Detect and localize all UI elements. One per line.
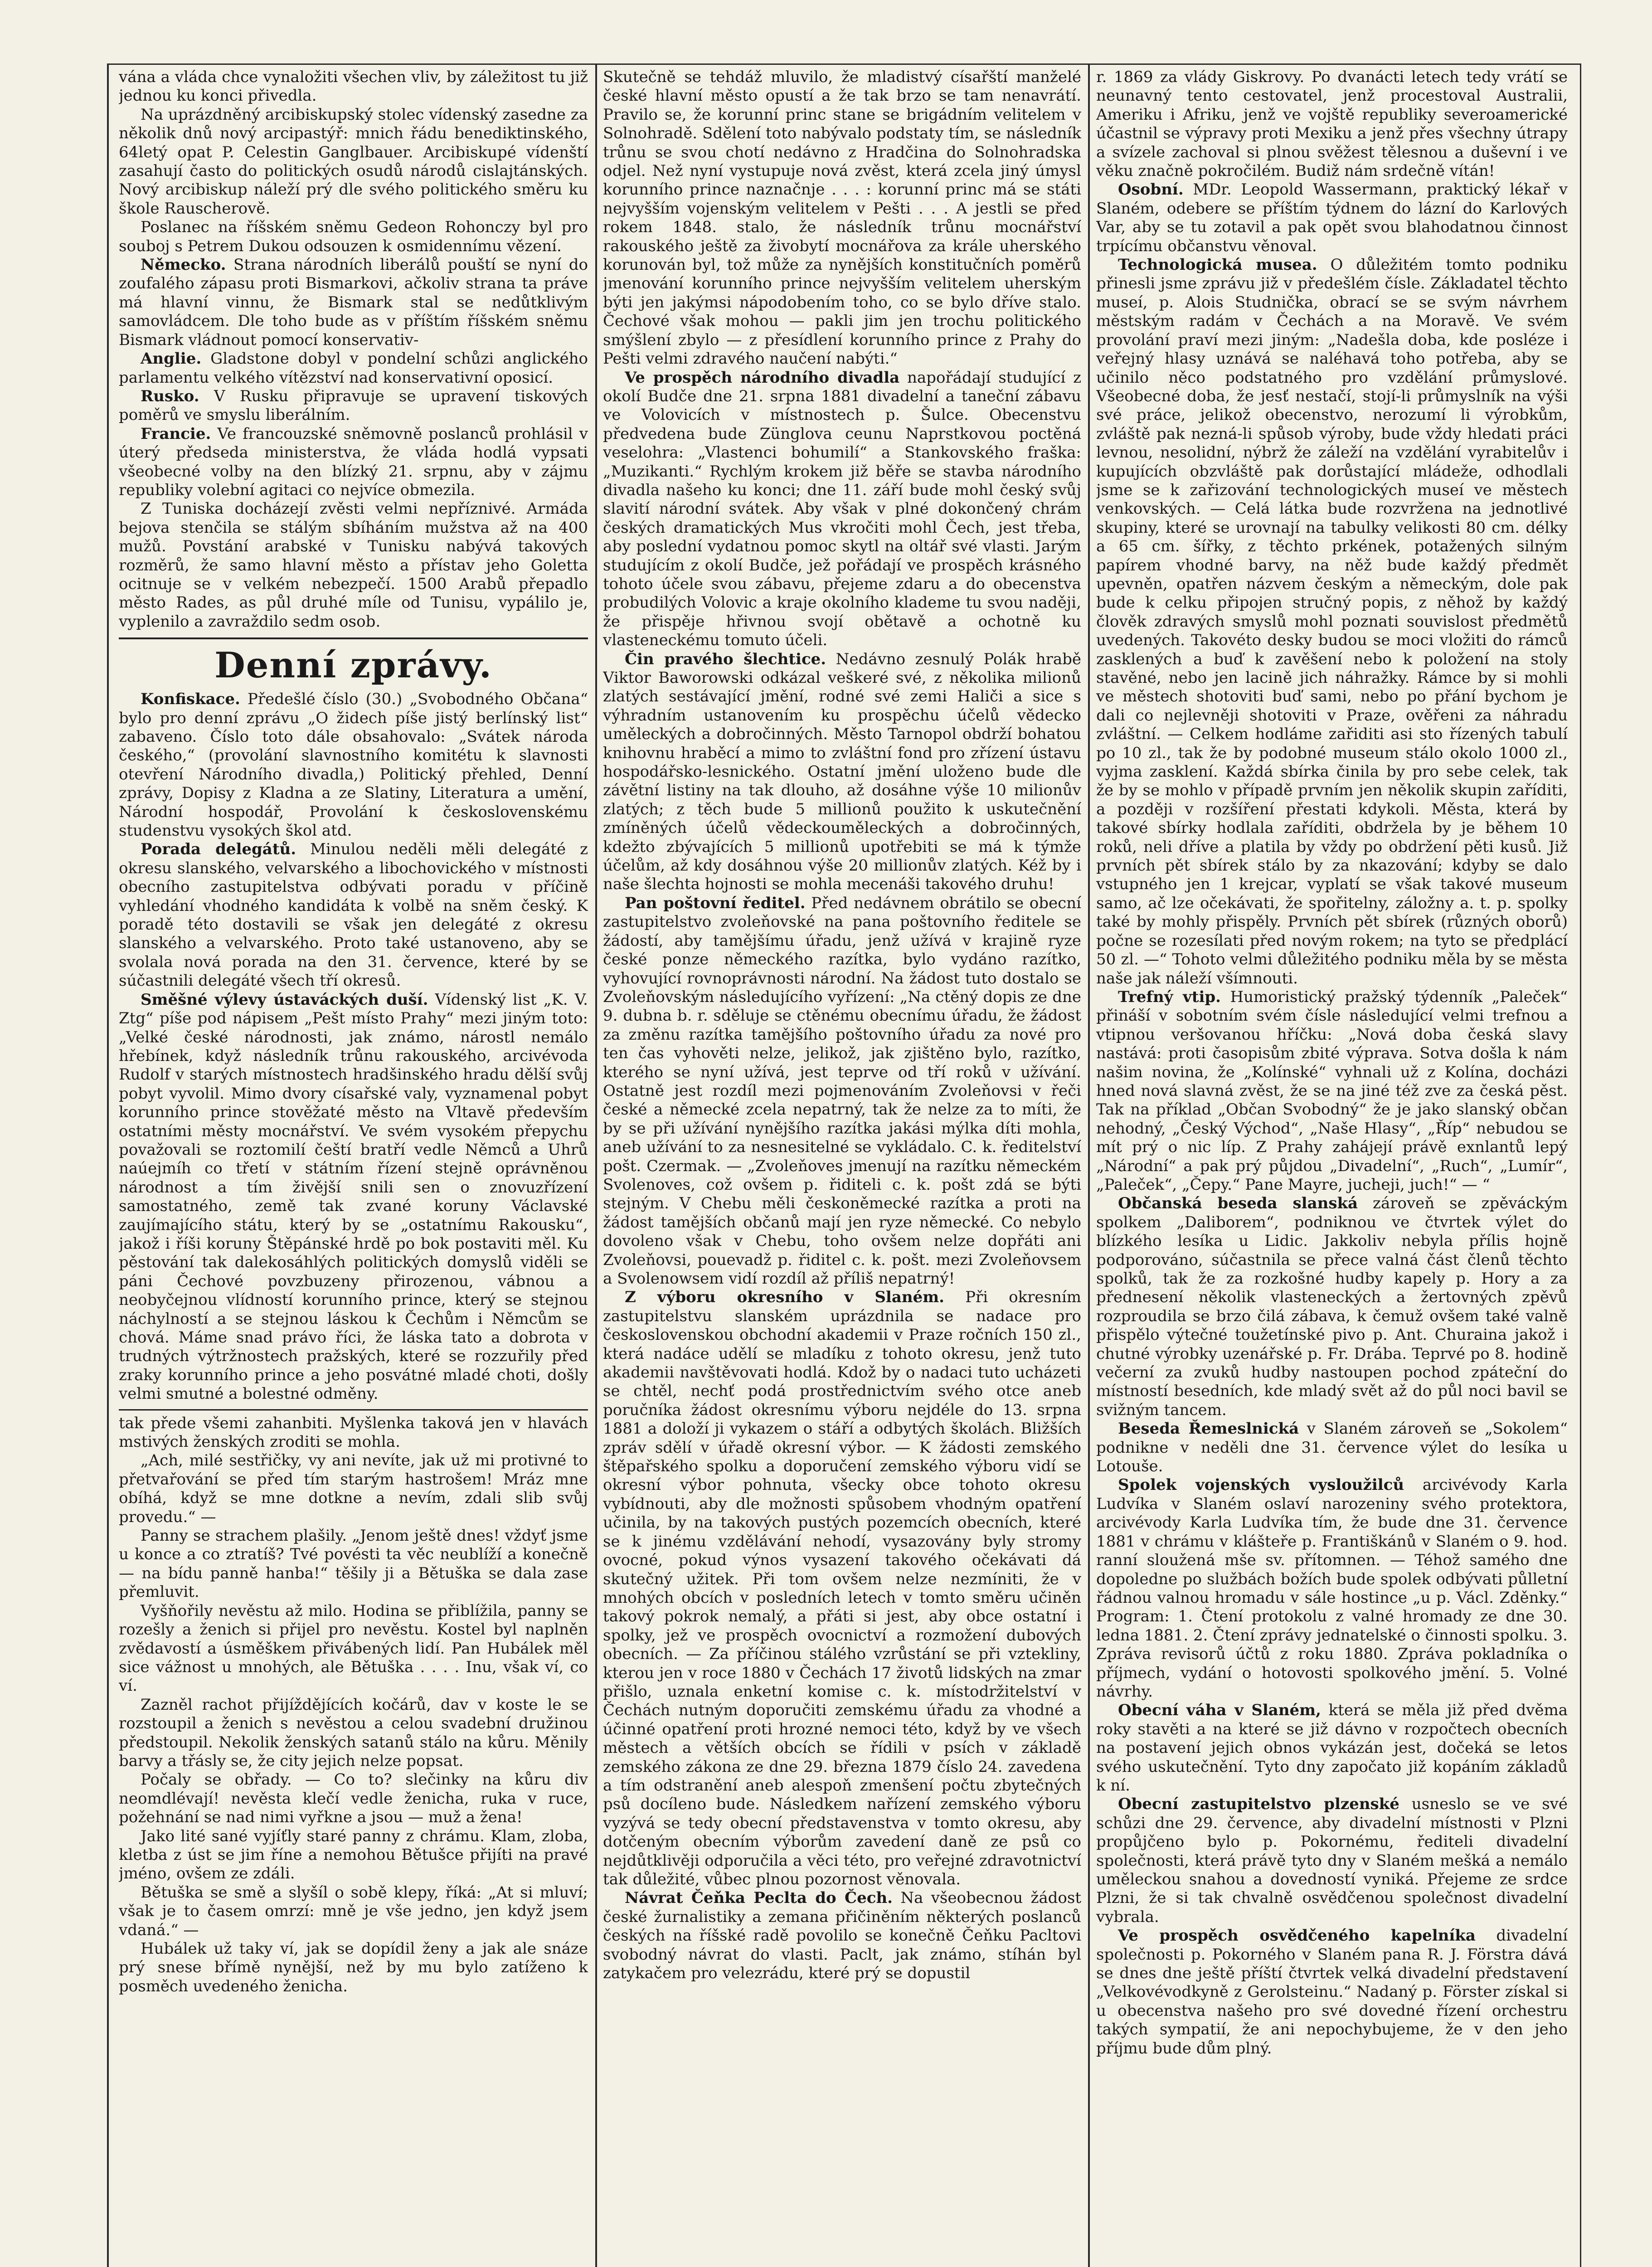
feuilleton-text: Bětuška se smě a slyšíl o sobě klepy, říká: „At si mluví; však je to časem omrzí: mně je vše jedno, jen když jsem vdaná.“ —	[119, 1883, 588, 1939]
column-rule-2	[1088, 63, 1090, 2267]
article-text: vána a vláda chce vynaložiti všechen vliv, by záležitost tu již jednou ku konci přivedla.	[119, 68, 588, 105]
article-body: V Rusku připravuje se upravení tiskových poměrů ve smyslu liberálním.	[119, 387, 588, 424]
article-body: Vídenský list „K. V. Ztg“ píše pod nápisem „Pešt místo Prahy“ mezi jiným toto: „Velké české národnosti, jak známo, nárostl nemálo hřebínek, když následník trůnu rakouského, arcivévoda Rudolf v starých místnostech hradšinského hradu dělší svůj pobyt vyvolil. Mimo dvory císařské valy, vyznamenal pobyt korunního prince stověžaté město na Vltavě především ostatními městy mocnářství. Ve svém vysokém přepychu považovali se roztomilí čeští bratří vedle Němců a Uhrů naúejmíh co třetí v státním řízení stejně oprávněnou národnost a tím živější snili sen o znovuzřízení samostatného, země tak zvané koruny Václavské zaujímajícího státu, který by se „ostatnímu Rakousku“, jakož i říši koruny Štěpánské hrdě po bok postaviti měl. Ku pěstování tak dalekosáhlých politických domyslů viděli se páni Čechové povzbuzeny přirozenou, vábnou a neobyčejnou vlídností korunního prince, který se stejnou náchylností a se stejnou láskou k Čechům i Němcům se chová. Máme snad právo říci, že láska tato a dobrota v trudných výtržnostech pražských, které se rozzuřily před zraky korunního prince a jeho posvátné mladé choti, došly velmi smutné a bolestné odměny.	[119, 990, 588, 1403]
article-heading: Trefný vtip.	[1118, 988, 1221, 1006]
left-border-rule	[107, 63, 109, 2267]
article-text	[1096, 1701, 1568, 1795]
feuilleton-text: Počaly se obřady. — Co to? slečinky na kůru div neomdlévají! nevěsta klečí vedle ženicha, ruka v ruce, požehnání se nad nimi vyřkne a jsou — muž a žena!	[119, 1771, 588, 1827]
article-text	[1096, 1926, 1568, 2058]
article-text	[603, 894, 1081, 1289]
article-text: Skutečně se tehdáž mluvilo, že mladistvý císařští manželé české hlavní město opustí a že tak brzo se tam nenavrátí. Pravilo se, že korunní princ stane se brigádním velitelem v Solnohradě. Sdělení toto nabývalo podstaty tím, se následník trůnu se svou chotí nedávno z Hradčina do Solnohradska odjel. Než nyní vystupuje nová zvěst, která zcela jiný úmysl korunního prince naznačnje . . . : korunní princ má se státi nejvyšším vojenským velitelem v Pešti . . . A jestli se před rokem 1848. stalo, že následník trůnu mocnářství rakouského ještě za živobytí mocnářova za krále uherského korunován byl, tož může za nynějších konstitučních poměrů jmenování korunního prince nejvyšším velitelem uherským býti jen jakýmsi nápodobením toho, co se bylo dříve stalo. Čechové však mohou — pakli jim jen trochu politického smýšlení zbylo — z přesídlení korunního prince z Prahy do Pešti velmi zdravého naučení nabýti.“	[603, 68, 1081, 368]
column-3	[1096, 68, 1568, 2267]
article-body: Na všeobecnou žádost české žurnalistiky a zemana přičiněním některých poslanců českých na říšské radě povolilo se konečně Čeňku Pacltovi svobodný návrat do vlasti. Paclt, jak známo, stíhán byl zatykačem pro velezrádu, které prý se dopustil	[603, 1889, 1081, 1983]
article-heading: Anglie.	[141, 350, 202, 368]
feuilleton-text: „Ach, milé sestřičky, vy ani nevíte, jak už mi protivné to přetvařování se před tím starým hastrošem! Mráz mne obíhá, když se mne dotkne a nevím, zdali slib svůj provedu.“ —	[119, 1451, 588, 1526]
article-text: Poslanec na říšském sněmu Gedeon Rohonczy byl pro souboj s Petrem Dukou odsouzen k osmidennímu vězení.	[119, 218, 588, 255]
article-text	[1096, 1420, 1568, 1476]
article-heading: Konfiskace.	[141, 690, 240, 709]
article-text	[1096, 1795, 1568, 1926]
article-body: Nedávno zesnulý Polák hrabě Viktor Baworowski odkázal veškeré své, z několika milionů zlatých sestávající jmění, rodné své zemi Haliči a sice s výhradním ustanovením ku prospěchu účelů vědecko uměleckých a dobročinných. Město Tarnopol obdrží bohatou knihovnu hraběcí a mimo to zvláštní fond pro zřízení ústavu hospodářsko-lesnického. Ostatní jmění uloženo bude dle závětní listiny na tak dlouho, až dosáhne výše 10 milionův zlatých; z těch bude 5 millionů použito k uskutečnění zmíněných účelů vědeckouměleckých a dobročinných, kdežto zbývajících 5 millionů upotřebiti se má k týmže účelům, až kdy dosáhnou výše 20 millionův zlatých. Kéž by i naše šlechta hojnosti se mohla mecenáši takového druhu!	[603, 650, 1081, 894]
article-body: Humoristický pražský týdenník „Paleček“ přináší v sobotním svém čísle následující velmi trefnou a vtipnou veršovanou hříčku: „Nová doba česká slavy nastává: proti časopisům zbité výprava. Sotva došla k nám našim novina, že „Kolínské“ vyhnali už z Kolína, docházi hned nová slavná zvěst, že se na jiné též zve za česká pěst. Tak na příklad „Občan Svobodný“ že je jako slanský občan nehodný, „Český Východ“, „Naše Hlasy“, „Říp“ nebudou se mít prý o nic líp. Z Prahy zahájejí právě exnlantů lepý „Národní“ a pak prý půjdou „Divadelní“, „Ruch“, „Lumír“, „Paleček“, „Čepy.“ Pane Mayre, jucheji, juch!“ — “	[1096, 988, 1568, 1194]
article-text	[1096, 988, 1568, 1194]
article-body: O důležitém tomto podniku přinesli jsme zprávu již v předešlém čísle. Základatel těchto museí, p. Alois Studnička, obrací se se svým návrhem městským radám v Čechách a na Moravě. Ve svém provolání praví mezi jiným: „Nadešla doba, kde posléze i veřejný hlasy uznává se naléhavá toho potřeba, aby se učinilo něco podstatného pro vzdělání průmyslové. Všeobecné doba, že jesť nestačí, stojí-li průmyslník na výši své práce, jelikož obecenstvo, nerozumí li výrobkům, zvláště pak nezná-li spůsob výroby, bude vždy hledati práci levnou, nesolidní, nýbrž že záleží na vzdělání vyrabitelův i kupujících obzvláště pak dorůstající mládeže, odhodlali jsme se k zařizování technologických museí ve městech venkovských. — Celá látka bude rozvržena na jednotlivé skupiny, které se urovnají na tabulky velikosti 80 cm. délky a 65 cm. šířky, z těchto prkének, potažených silným papírem vhodné barvy, na něž bude každý předmět upevněn, opatřen názvem českým a německým, dole pak bude k celku připojen stručný popis, z něhož by každý člověk zdravých smyslů mohl poznati souvislost předmětů uvedených. Takovéto desky budou se moci vložiti do rámců zasklených a buď k zavěšení nebo k položení na stoly stavěné, nebo jen lacině jich náhražky. Rámce by si mohli ve městech shotoviti buď sami, nebo po přání bychom je dali co nejlevněji shotoviti v Praze, ověřeni za náhradu zvláštní. — Celkem hodláme zařiditi asi sto řízených tabulí po 10 zl., tak že by podobné museum stálo okolo 1000 zl., vyjma zasklení. Každá sbírka činila by pro sebe celek, tak že by se mohlo v případě prvním jen několik skupin zaříditi, a později v rozšíření přestati kdykoli. Města, která by takové sbírky hodlala zaříditi, obdržela by je během 10 roků, neli dříve a platila by vždy po obdržení pěti kusů. Již prvních pět sbírek stálo by za nkazování; kdyby se dalo vstupného jen 1 krejcar, vyplatí se však takové museum samo, ač lze očekávati, že spořitelny, záložny a. t. p. spolky také by mohly přispěly. Prvních pět sbírek (různých oborů) počne se rozesílati před novým rokem; na tyto se předplácí 50 zl. —“ Tohoto velmi důležitého podniku měla by se města naše jak náleží všímnouti.	[1096, 256, 1568, 988]
article-text	[119, 840, 588, 990]
article-body: napořádají studující z okolí Budče dne 21. srpna 1881 divadelní a taneční zábavu ve Volovicích v místnostech p. Šulce. Obecenstvu předvedena bude Zünglova ceunu Naprstkovou poctěná veselohra: „Vlastenci bohumilí“ a Stankovského fraška: „Muzikanti.“ Rychlým krokem již běře se stavba národního divadla našeho ku konci; dne 11. září bude mohl český svůj slavití národní svátek. Aby však v plné dokončený chrám českých dramatických Mus vkročiti mohl Čech, jest třeba, aby poslední vydatnou pomoc skytl na oltář své vlasti. Jarým studujícím z okolí Budče, jež pořádají ve prospěch krásného tohoto účele svou zábavu, přejeme zdaru a do obecenstva probudilých Volovic a kraje okolního klademe tu svou naději, že přispěje hřivnou svojí obětavě a ochotně ku vlasteneckému tomuto účeli.	[603, 368, 1081, 650]
article-text	[119, 991, 588, 1404]
article-text	[1096, 180, 1568, 256]
article-body: která se měla již před dvěma roky stavěti a na které se již dávno v rozpočtech obecních na postavení jejich obnos vykázán jest, dočeká se letos svého uskutečnění. Tyto dny započato již kopáním základů k ní.	[1096, 1701, 1568, 1795]
article-body: divadelní společnosti p. Pokorného v Slaném pana R. J. Förstra dává se dnes dne ještě příští čtvrtek velká divadelní představení „Velkovévodkyně z Gerolsteinu.“ Nadaný p. Förster získal si u obecenstva našeho pro své dovedné řízení orchestru takých sympatií, že ani nepochybujeme, že v den jeho příjmu bude dům plný.	[1096, 1926, 1568, 2058]
article-body: Ve francouzské sněmovně poslanců prohlásil v úterý předseda ministerstva, že vláda hodlá vypsati všeobecné volby na den blízký 21. srpnu, aby v zájmu republiky volební agitaci co nejvíce obmezila.	[119, 424, 588, 499]
article-body: Před nedávnem obrátilo se obecní zastupitelstvo zvoleňovské na pana poštovního ředitele se žádostí, aby tamějšímu úřadu, jenž užívá v krajině ryze české ponze německého razítka, bylo vydáno razítko, vyhovující rovnoprávnosti národní. Na žádost tuto dostalo se Zvoleňovským následujícího vyřízení: „Na ctěný dopis ze dne 9. dubna b. r. sděluje se ctěnému obecnímu úřadu, že žádost za změnu razítka tamějšího poštovního úřadu za nové pro ten čas vyhověti nelze, jelikož, jak zjištěno bylo, razítko, kterého se nyní užívá, jest teprve od tří roků v užívání. Ostatně jest rozdíl mezi pojmenováním Zvoleňovsi v řeči české a německé zcela nepatrný, tak že nelze za to míti, že by se při užívání nynějšího razítka jakási mýlka díti mohla, aneb užívání to za nesnesitelné se vykládalo. C. k. ředitelství pošt. Czermak. — „Zvoleňoves jmenují na razítku německém Svolenoves, což ovšem p. řiditeli c. k. pošt zdá se býti stejným. V Chebu měli českoněmecké razítka a proti na žádost tamějších občanů mají jen ryze německé. Co nebylo dovoleno však v Chebu, toho ovšem nelze dopřáti ani Zvoleňovsi, pouevadž p. řiditel c. k. pošt. mezi Zvoleňovsem a Svolenowsem vidí rozdíl až příliš nepatrný!	[603, 894, 1081, 1288]
column-rule-1	[595, 63, 597, 2267]
feuilleton-text: Hubálek už taky ví, jak se dopídil ženy a jak ale snáze prý snese břímě nynější, než by mu bylo zatíženo k posměch uvedeného ženicha.	[119, 1940, 588, 1995]
article-heading: Rusko.	[141, 387, 199, 405]
feuilleton-text: Jako lité sané vyjíťly staré panny z chrámu. Klam, zloba, kletba z úst se jim říne a nemohou Bětušce přijíti na pravé jméno, ovšem ze zdáli.	[119, 1827, 588, 1883]
article-heading: Beseda Řemeslnická	[1118, 1420, 1299, 1438]
feuilleton-text: Zazněl rachot přijíždějících kočárů, dav v koste le se rozstoupil a ženich s nevěstou a celou svadební družinou předstoupil. Nekolik ženských satanů stálo na kůru. Měnily barvy a třásly se, že city jejich nelze popsat.	[119, 1695, 588, 1770]
article-body: arcivévody Karla Ludvíka v Slaném oslaví narozeniny svého protektora, arcivévody Karla Ludvíka tím, že bude dne 31. července 1881 v chrámu v klášteře p. Františkánů v Slaném o 9. hod. ranní sloužená mše sv. přítomnen. — Téhož samého dne dopoledne po službách božích bude spolek odbývati půlletní řádnou valnou hromadu v sále hostince „u p. Václ. Zděnky.“ Program: 1. Čtení protokolu z valné hromady ze dne 30. ledna 1881. 2. Čtení zprávy jednatelské o činnosti spolku. 3. Zpráva revisorů účtů z roku 1880. Zpráva pokladníka o příjmech, vydání o hotovosti spolkového jmění. 5. Volné návrhy.	[1096, 1476, 1568, 1701]
article-body: MDr. Leopold Wassermann, praktický lékař v Slaném, odebere se příštím týdnem do lázní do Karlových Var, aby se tu zotavil a pak opět svou blahodatnou činnost trpícímu občanstvu věnoval.	[1096, 180, 1568, 255]
article-body: usneslo se ve své schůzi dne 29. července, aby divadelní místnosti v Plzni propůjčeno bylo p. Pokornému, řediteli divadelní společnosti, která právě tyto dny v Slaném mešká a nemálo uměleckou snahou a dovedností vyniká. Přejeme ze srdce Plzni, že si tak chvalně osvědčenou společnost divadelní vybrala.	[1096, 1795, 1568, 1926]
article-heading: Návrat Čeňka Peclta do Čech.	[625, 1889, 893, 1907]
section-title: Denní zprávy.	[214, 645, 492, 686]
article-text	[119, 387, 588, 425]
article-text: r. 1869 za vlády Giskrovy. Po dvanácti letech tedy vrátí se neunavný tento cestovatel, jenž procestoval Australii, Ameriku i Afriku, jenž ve vojště republiky severoamerické účastnil se výpravy proti Mexiku a jenž přes všechny útrapy a svízele zachoval si plnou svěžest tělesnou a duševní i ve věku značně pokročilém. Budiž nám srdečně vítán!	[1096, 68, 1568, 180]
article-body: Strana národních liberálů pouští se nyní do zoufalého zápasu proti Bismarkovi, ačkoliv strana ta práve má hlavní vinnu, že Bismark stal se nedůtklivým samovládcem. Dle toho bude as v příštím říšském sněmu Bismark vládnout pomocí konservativ-	[119, 256, 588, 349]
article-heading: Pan poštovní ředitel.	[625, 894, 806, 912]
article-heading: Technologická musea.	[1118, 256, 1317, 274]
article-text	[603, 650, 1081, 894]
article-body: zároveň se zpěváckým spolkem „Daliborem“, podniknou ve čtvrtek výlet do blízkého lesíka u Lidic. Jakkoliv nebyla přílis hojně podporováno, súčastnila se přece valná část členů těchto spolků, tak že za rozkošné hudby kapely p. Hory a za přednesení několik vlasteneckých a žertovných zpěvů rozproudila se brzo čilá zábava, k čemuž ovšem také valně přispělo výtečné toužetínské pivo p. Ant. Churaina jakož i chutné výrobky uzenářské p. Fr. Drába. Teprvé po 8. hodině večerní za zvuků hudby nastoupen pochod zpáteční do místností besedních, kde mladý svět až do půl noci bavil se svižným tancem.	[1096, 1194, 1568, 1419]
article-heading: Ve prospěch národního divadla	[625, 368, 900, 387]
section-divider	[119, 637, 588, 639]
article-text: Z Tuniska docházejí zvěsti velmi nepříznivé. Armáda bejova stenčila se stálým sbíháním mužstva až na 400 mužů. Povstání arabské v Tunisku nabývá takových rozměrů, že samo hlavní město a přístav jeho Goletta ocitnuje se v velkém nebezpečí. 1500 Arabů přepadlo město Rades, as půl druhé míle od Tunisu, vypálilo je, vyplenilo a zavraždilo sedm osob.	[119, 500, 588, 631]
article-heading: Ve prospěch osvědčeného kapelníka	[1118, 1926, 1476, 1945]
article-text	[603, 1288, 1081, 1889]
article-body: Gladstone dobyl v pondelní schůzi anglického parlamentu velkého vítězství nad konservativní oposicí.	[119, 350, 588, 387]
article-heading: Čin pravého šlechtice.	[625, 650, 826, 668]
article-text	[119, 256, 588, 350]
article-text	[1096, 1194, 1568, 1420]
article-text	[1096, 1476, 1568, 1701]
column-2	[603, 68, 1081, 2267]
article-text	[603, 369, 1081, 650]
article-text	[119, 690, 588, 840]
article-heading: Občanská beseda slanská	[1118, 1194, 1358, 1213]
article-heading: Německo.	[141, 256, 226, 274]
article-heading: Francie.	[141, 424, 211, 443]
article-text	[119, 425, 588, 500]
article-heading: Směšné výlevy ústaváckých duší.	[141, 990, 428, 1009]
article-heading: Obecní váha v Slaném,	[1118, 1701, 1321, 1720]
article-text	[119, 350, 588, 387]
article-heading: Osobní.	[1118, 180, 1184, 199]
feuilleton-text: Panny se strachem plašily. „Jenom ještě dnes! vždyť jsme u konce a co ztratíš? Tvé povésti ta věc neublíží a konečně — na bídu panně hanba!“ těšily ji a Bětuška se dala zase přemluvit.	[119, 1527, 588, 1601]
article-heading: Z výboru okresního v Slaném.	[625, 1288, 945, 1307]
article-text: Na uprázdněný arcibiskupský stolec vídenský zasedne za několik dnů nový arcipastýř: mnich řádu benediktinského, 64letý opat P. Celestin Ganglbauer. Arcibiskupé vídenští zasahují často do politických osudů národů cislajtánských. Nový arcibiskup náleží prý dle svého politického směru ku škole Rauscherově.	[119, 105, 588, 218]
column-1	[119, 68, 588, 2267]
article-heading: Spolek vojenských vysloužilců	[1118, 1476, 1404, 1494]
feuilleton-text: Vyšňořily nevěstu až milo. Hodina se přiblížila, panny se rozešly a ženich si přijel pro nevěstu. Kostel byl naplněn zvědavostí a úsměškem přivábených lidí. Pan Hubálek měl sice vážnost u mnohých, ale Bětuška . . . . Inu, však ví, co ví.	[119, 1601, 588, 1695]
article-body: Předešlé číslo (30.) „Svobodného Občana“ bylo pro denní zprávu „O židech píše jistý berlínský list“ zabaveno. Číslo toto dále obsahovalo: „Svátek národa českého,“ (provolání slavnostního komitétu k slavnosti otevření Národního divadla,) Politický přehled, Denní zprávy, Dopisy z Kladna a ze Slatiny, Literatura a umění, Národní hospodář, Provolání k československému studenstvu vysokých škol atd.	[119, 690, 588, 840]
right-border-rule	[1580, 63, 1581, 2267]
feuilleton-divider	[119, 1409, 588, 1411]
article-heading: Porada delegátů.	[141, 840, 296, 859]
article-body: v Slaném zároveň se „Sokolem“ podnikne v neděli dne 31. července výlet do lesíka u Lotouše.	[1096, 1420, 1568, 1476]
top-border-rule	[107, 63, 1581, 65]
feuilleton-text: tak přede všemi zahanbiti. Myšlenka taková jen v hlavách mstivých ženských zroditi se mohla.	[119, 1414, 588, 1451]
article-heading: Obecní zastupitelstvo plzenské	[1118, 1795, 1399, 1814]
article-text	[1096, 256, 1568, 988]
article-body: Při okresním zastupitelstvu slanském uprázdnila se nadace pro československou obchodní akademii v Praze ročních 150 zl., která nadáce udělí se mladíku z tohoto okresu, jenž tuto akademii navštěvovati hodlá. Kdož by o nadaci tuto ucházeti se chtěl, nechť podá prostřednictvím svého otce aneb poručníka žádost okresnímu výboru nejdéle do 13. srpna 1881 a doloží ji vykazem o stáří a odbytých školách. Bližších zpráv sdělí v úřadě okresní výbor. — K žádosti zemského štěpařského spolku a doporučení zemského výboru vidí se okresní výbor pohnuta, všecky obce tohoto okresu vybídnouti, aby dle možnosti spůsobem vhodným opatření učinila, by na takových pustých pozemcích obecních, které se k jinému vzdělávání nehodí, vysazovány byly stromy ovocné, pokud výnos vysazení takového očekávati dá skutečný užitek. Při tom ovšem nelze nezmíniti, že v mnohých obcích v posledních letech v tomto směru učiněn takový pokrok nemalý, a přáti si jest, aby obce ostatní i spolky, jež ve prospěch ovocnictví a rozmožení dubových obecních. — Za příčinou stálého vzrůstání se při vztekliny, kterou jen v roce 1880 v Čechách 17 životů lidských na zmar přišlo, uznala enketní komise c. k. místodržitelství v Čechách nutným doporučiti zemskému úřadu za vhodné a účinné opatření proti hrozné nemoci této, když by ve všech městech a větších obcích se řídili v psích v základě zemského zákona ze dne 29. března 1879 číslo 24. zavedena a tím odstranění aneb alespoň zmenšení počtu zbytečných psů docíleno bude. Následkem nařízení zemského výboru vyzývá se tedy obecní představenstva v tomto okresu, aby dotčeným obecním výborům zavedení daně ze psů co nejdůtklivěji odporučila a věci této, pro veřejné zdravotnictví tak důležité, vůbec plnou pozornost věnovala.	[603, 1288, 1081, 1888]
article-text	[603, 1889, 1081, 1983]
article-body: Minulou neděli měli delegáté z okresu slanského, velvarského a libochovického v místnosti obecního zastupitelstva odbývati poradu v příčině vyhledání vhodného kandidáta k volbě na sněm český. K poradě této dostavili se však jen delegáté z okresu slanského a velvarského. Proto také ustanoveno, aby se svolala nová porada na den 31. července, které by se súčastnili delegáté všech tří okresů.	[119, 840, 588, 990]
